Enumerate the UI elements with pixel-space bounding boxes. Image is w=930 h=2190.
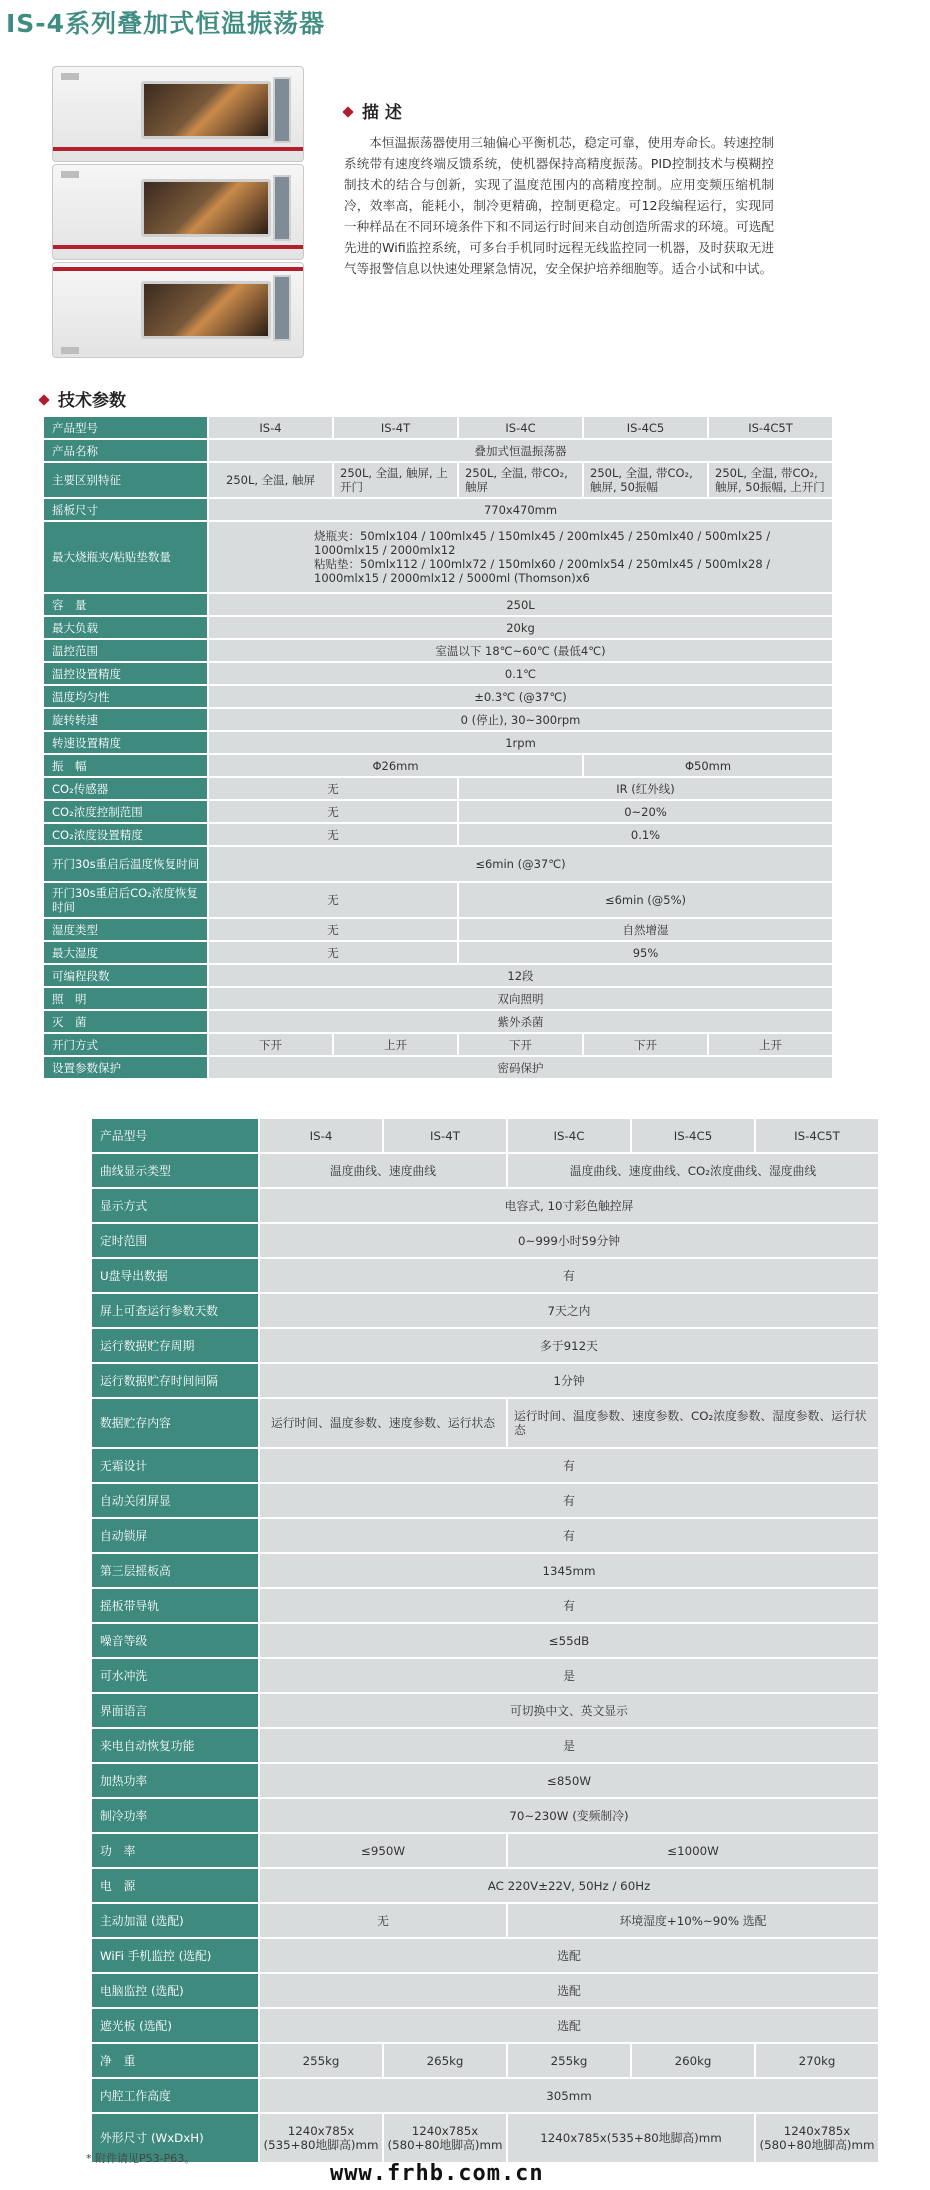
spec-value: 叠加式恒温振荡器 — [208, 439, 833, 462]
spec-row — [43, 754, 833, 777]
spec-label: 容 量 — [43, 593, 208, 616]
spec-row — [91, 2043, 879, 2078]
spec-label: 开门方式 — [43, 1033, 208, 1056]
spec-label: 可编程段数 — [43, 964, 208, 987]
spec-label: 运行数据贮存周期 — [91, 1328, 259, 1363]
spec-row — [43, 708, 833, 731]
spec-value: 95% — [458, 941, 833, 964]
spec-label: 数据贮存内容 — [91, 1398, 259, 1448]
spec-row — [91, 1588, 879, 1623]
spec-label: 来电自动恢复功能 — [91, 1728, 259, 1763]
spec-value: 紫外杀菌 — [208, 1010, 833, 1033]
spec-value: Φ50mm — [583, 754, 833, 777]
spec-value: ≤6min (@5%) — [458, 882, 833, 918]
spec-value: 0~20% — [458, 800, 833, 823]
spec-row — [43, 462, 833, 498]
product-image — [52, 66, 304, 360]
spec-value: IS-4C5 — [631, 1118, 755, 1153]
spec-value: 270kg — [755, 2043, 879, 2078]
spec-value: 无 — [208, 882, 458, 918]
spec-value: 下开 — [208, 1033, 333, 1056]
spec-label: 无霜设计 — [91, 1448, 259, 1483]
spec-value: 250L, 全温, 带CO₂, 触屏, 50振幅 — [583, 462, 708, 498]
spec-label: 最大湿度 — [43, 941, 208, 964]
spec-row — [91, 1763, 879, 1798]
spec-row — [43, 823, 833, 846]
spec-row — [91, 1398, 879, 1448]
spec-row — [91, 1693, 879, 1728]
spec-value: IR (红外线) — [458, 777, 833, 800]
spec-label: 灭 菌 — [43, 1010, 208, 1033]
spec-row — [43, 521, 833, 593]
spec-value: IS-4T — [383, 1118, 507, 1153]
spec-value: 有 — [259, 1588, 879, 1623]
spec-value: ≤950W — [259, 1833, 507, 1868]
spec-label: 转速设置精度 — [43, 731, 208, 754]
spec-label: 净 重 — [91, 2043, 259, 2078]
spec-row — [43, 662, 833, 685]
spec-value: 770x470mm — [208, 498, 833, 521]
spec-row — [43, 1033, 833, 1056]
spec-row — [43, 439, 833, 462]
spec-row — [91, 1483, 879, 1518]
spec-value: 无 — [208, 941, 458, 964]
spec-value: 有 — [259, 1258, 879, 1293]
spec-row — [91, 1728, 879, 1763]
spec-label: 温度均匀性 — [43, 685, 208, 708]
incubator-middle-unit — [52, 164, 304, 260]
spec-row — [43, 685, 833, 708]
spec-value: 是 — [259, 1658, 879, 1693]
spec-value: 多于912天 — [259, 1328, 879, 1363]
spec-row — [91, 1448, 879, 1483]
spec-row — [91, 1938, 879, 1973]
spec-row — [91, 2008, 879, 2043]
spec-value: 下开 — [458, 1033, 583, 1056]
spec-label: 遮光板 (选配) — [91, 2008, 259, 2043]
spec-value: Φ26mm — [208, 754, 583, 777]
spec-label: 界面语言 — [91, 1693, 259, 1728]
spec-value: 选配 — [259, 1938, 879, 1973]
spec-row — [43, 918, 833, 941]
spec-value: 温度曲线、速度曲线 — [259, 1153, 507, 1188]
spec-label: 摇板尺寸 — [43, 498, 208, 521]
spec-row — [43, 416, 833, 439]
spec-label: 内腔工作高度 — [91, 2078, 259, 2113]
website-url: www.frhb.com.cn — [330, 2161, 544, 2186]
spec-label: 定时范围 — [91, 1223, 259, 1258]
spec-label: CO₂浓度控制范围 — [43, 800, 208, 823]
spec-label: 显示方式 — [91, 1188, 259, 1223]
spec-row — [91, 1518, 879, 1553]
spec-label: 产品型号 — [91, 1118, 259, 1153]
spec-value: 12段 — [208, 964, 833, 987]
spec-label: 屏上可查运行参数天数 — [91, 1293, 259, 1328]
spec-value: AC 220V±22V, 50Hz / 60Hz — [259, 1868, 879, 1903]
spec-value: 运行时间、温度参数、速度参数、运行状态 — [259, 1398, 507, 1448]
spec-label: 制冷功率 — [91, 1798, 259, 1833]
spec-row — [43, 731, 833, 754]
spec-value: 0~999小时59分钟 — [259, 1223, 879, 1258]
spec-value: 255kg — [259, 2043, 383, 2078]
spec-value: 选配 — [259, 2008, 879, 2043]
spec-value: 1rpm — [208, 731, 833, 754]
spec-value: IS-4 — [259, 1118, 383, 1153]
spec-value: 250L, 全温, 带CO₂, 触屏 — [458, 462, 583, 498]
spec-row — [91, 1658, 879, 1693]
spec-label: 噪音等级 — [91, 1623, 259, 1658]
spec-label: 功 率 — [91, 1833, 259, 1868]
spec-table-2 — [90, 1117, 880, 2164]
spec-label: 运行数据贮存时间间隔 — [91, 1363, 259, 1398]
spec-value: 250L, 全温, 带CO₂, 触屏, 50振幅, 上开门 — [708, 462, 833, 498]
spec-value: 双向照明 — [208, 987, 833, 1010]
spec-row — [91, 1223, 879, 1258]
spec-row — [43, 616, 833, 639]
spec-label: 照 明 — [43, 987, 208, 1010]
spec-value: 70~230W (变频制冷) — [259, 1798, 879, 1833]
spec-value: IS-4 — [208, 416, 333, 439]
spec-value: 1345mm — [259, 1553, 879, 1588]
spec-value: 1分钟 — [259, 1363, 879, 1398]
spec-label: 产品型号 — [43, 416, 208, 439]
spec-value: 0 (停止), 30~300rpm — [208, 708, 833, 731]
spec-row — [91, 1798, 879, 1833]
spec-value: 上开 — [333, 1033, 458, 1056]
specs-heading-text: 技术参数 — [58, 391, 126, 411]
spec-value: 室温以下 18℃~60℃ (最低4℃) — [208, 639, 833, 662]
spec-value: 无 — [259, 1903, 507, 1938]
diamond-bullet-icon — [342, 106, 353, 117]
spec-value: 305mm — [259, 2078, 879, 2113]
spec-value: 250L — [208, 593, 833, 616]
incubator-top-unit — [52, 66, 304, 162]
spec-value: 无 — [208, 777, 458, 800]
spec-row — [91, 1833, 879, 1868]
spec-value: IS-4C5T — [755, 1118, 879, 1153]
spec-row — [91, 1258, 879, 1293]
footnote: * 附件请见P53-P63。 — [86, 2152, 196, 2165]
spec-value: 1240x785x (535+80地脚高)mm — [259, 2113, 383, 2163]
spec-label: 开门30s重启后温度恢复时间 — [43, 846, 208, 882]
spec-label: 产品名称 — [43, 439, 208, 462]
spec-value: 0.1% — [458, 823, 833, 846]
specs-heading — [40, 386, 126, 411]
spec-row — [43, 882, 833, 918]
spec-row — [91, 1553, 879, 1588]
diamond-bullet-icon — [38, 394, 49, 405]
spec-row — [43, 498, 833, 521]
spec-row — [91, 1363, 879, 1398]
spec-value: 上开 — [708, 1033, 833, 1056]
spec-label: 可水冲洗 — [91, 1658, 259, 1693]
spec-label: 振 幅 — [43, 754, 208, 777]
spec-label: 自动锁屏 — [91, 1518, 259, 1553]
spec-label: 摇板带导轨 — [91, 1588, 259, 1623]
spec-value: 运行时间、温度参数、速度参数、CO₂浓度参数、湿度参数、运行状态 — [507, 1398, 879, 1448]
spec-row — [91, 1973, 879, 2008]
spec-value: 7天之内 — [259, 1293, 879, 1328]
spec-value: 自然增湿 — [458, 918, 833, 941]
spec-value: 1240x785x(535+80地脚高)mm — [507, 2113, 755, 2163]
spec-value: 选配 — [259, 1973, 879, 2008]
spec-label: 湿度类型 — [43, 918, 208, 941]
spec-label: 第三层摇板高 — [91, 1553, 259, 1588]
spec-label: 加热功率 — [91, 1763, 259, 1798]
incubator-bottom-unit — [52, 262, 304, 358]
spec-row — [91, 1188, 879, 1223]
spec-value: 密码保护 — [208, 1056, 833, 1079]
spec-value: 下开 — [583, 1033, 708, 1056]
spec-label: 开门30s重启后CO₂浓度恢复时间 — [43, 882, 208, 918]
spec-label: CO₂浓度设置精度 — [43, 823, 208, 846]
spec-value: 是 — [259, 1728, 879, 1763]
spec-label: CO₂传感器 — [43, 777, 208, 800]
spec-value: 1240x785x (580+80地脚高)mm — [755, 2113, 879, 2163]
spec-value: 可切换中文、英文显示 — [259, 1693, 879, 1728]
spec-value: 250L, 全温, 触屏, 上开门 — [333, 462, 458, 498]
spec-row — [43, 941, 833, 964]
spec-value: 环境湿度+10%~90% 选配 — [507, 1903, 879, 1938]
spec-value: 250L, 全温, 触屏 — [208, 462, 333, 498]
spec-label: 曲线显示类型 — [91, 1153, 259, 1188]
spec-value: 20kg — [208, 616, 833, 639]
spec-value: 温度曲线、速度曲线、CO₂浓度曲线、湿度曲线 — [507, 1153, 879, 1188]
spec-row — [43, 987, 833, 1010]
spec-label: 主动加湿 (选配) — [91, 1903, 259, 1938]
spec-row — [43, 1010, 833, 1033]
spec-value: ≤850W — [259, 1763, 879, 1798]
spec-value: 有 — [259, 1483, 879, 1518]
spec-value: IS-4C5 — [583, 416, 708, 439]
spec-value: 无 — [208, 800, 458, 823]
spec-label: 设置参数保护 — [43, 1056, 208, 1079]
spec-label: 最大烧瓶夹/粘贴垫数量 — [43, 521, 208, 593]
spec-row — [43, 1056, 833, 1079]
spec-row — [43, 593, 833, 616]
spec-value: ±0.3℃ (@37℃) — [208, 685, 833, 708]
spec-value: IS-4C5T — [708, 416, 833, 439]
spec-value: 1240x785x (580+80地脚高)mm — [383, 2113, 507, 2163]
spec-value: 有 — [259, 1518, 879, 1553]
spec-row — [91, 1868, 879, 1903]
spec-row — [91, 1623, 879, 1658]
spec-label: U盘导出数据 — [91, 1258, 259, 1293]
spec-row — [91, 1328, 879, 1363]
spec-row — [43, 777, 833, 800]
spec-row — [91, 2113, 879, 2163]
spec-value: 255kg — [507, 2043, 631, 2078]
spec-row — [43, 846, 833, 882]
spec-value: 265kg — [383, 2043, 507, 2078]
spec-label: 温控设置精度 — [43, 662, 208, 685]
spec-value: ≤1000W — [507, 1833, 879, 1868]
spec-value: 电容式, 10寸彩色触控屏 — [259, 1188, 879, 1223]
spec-row — [91, 1293, 879, 1328]
spec-value: IS-4C — [458, 416, 583, 439]
spec-label: 温控范围 — [43, 639, 208, 662]
spec-value: ≤6min (@37℃) — [208, 846, 833, 882]
description-heading-text: 描 述 — [362, 103, 402, 123]
spec-row — [43, 800, 833, 823]
spec-value: ≤55dB — [259, 1623, 879, 1658]
spec-label: 电 源 — [91, 1868, 259, 1903]
spec-row — [91, 2078, 879, 2113]
spec-value: 无 — [208, 918, 458, 941]
spec-value: 0.1℃ — [208, 662, 833, 685]
spec-table-1 — [42, 415, 834, 1080]
spec-value: 260kg — [631, 2043, 755, 2078]
page-title: IS-4系列叠加式恒温振荡器 — [6, 9, 326, 38]
spec-row — [43, 639, 833, 662]
spec-value: IS-4T — [333, 416, 458, 439]
spec-label: 外形尺寸 (WxDxH) — [91, 2113, 259, 2163]
spec-label: 主要区别特征 — [43, 462, 208, 498]
spec-value: IS-4C — [507, 1118, 631, 1153]
spec-value: 无 — [208, 823, 458, 846]
spec-row — [43, 964, 833, 987]
spec-value: 烧瓶夹：50mlx104 / 100mlx45 / 150mlx45 / 200mlx45 / 250mlx40 / 500mlx25 / 1000mlx15 / 2000mlx12 粘贴垫：50mlx112 / 100mlx72 / 150mlx60 / 200mlx54 / 250mlx45 / 500mlx28 / 1000mlx15 / 2000mlx12 / 5000ml (Thomson)x6 — [208, 521, 833, 593]
description-heading — [344, 98, 402, 123]
spec-label: WiFi 手机监控 (选配) — [91, 1938, 259, 1973]
spec-row — [91, 1118, 879, 1153]
spec-label: 自动关闭屏显 — [91, 1483, 259, 1518]
spec-row — [91, 1903, 879, 1938]
spec-row — [91, 1153, 879, 1188]
spec-label: 电脑监控 (选配) — [91, 1973, 259, 2008]
spec-label: 最大负载 — [43, 616, 208, 639]
spec-value: 有 — [259, 1448, 879, 1483]
description-text: 本恒温振荡器使用三轴偏心平衡机芯，稳定可靠，使用寿命长。转速控制系统带有速度终端反馈系统，使机器保持高精度振荡。PID控制技术与模糊控制技术的结合与创新，实现了温度范围内的高精度控制。应用变频压缩机制冷，效率高，能耗小，制冷更精确，控制更稳定。可12段编程运行，实现同一种样品在不同环境条件下和不同运行时间来自动创造所需求的环境。可选配先进的Wifi监控系统，可多台手机同时远程无线监控同一机器，及时获取无进气等报警信息以快速处理紧急情况，安全保护培养细胞等。适合小试和中试。 — [344, 135, 774, 276]
spec-label: 旋转转速 — [43, 708, 208, 731]
